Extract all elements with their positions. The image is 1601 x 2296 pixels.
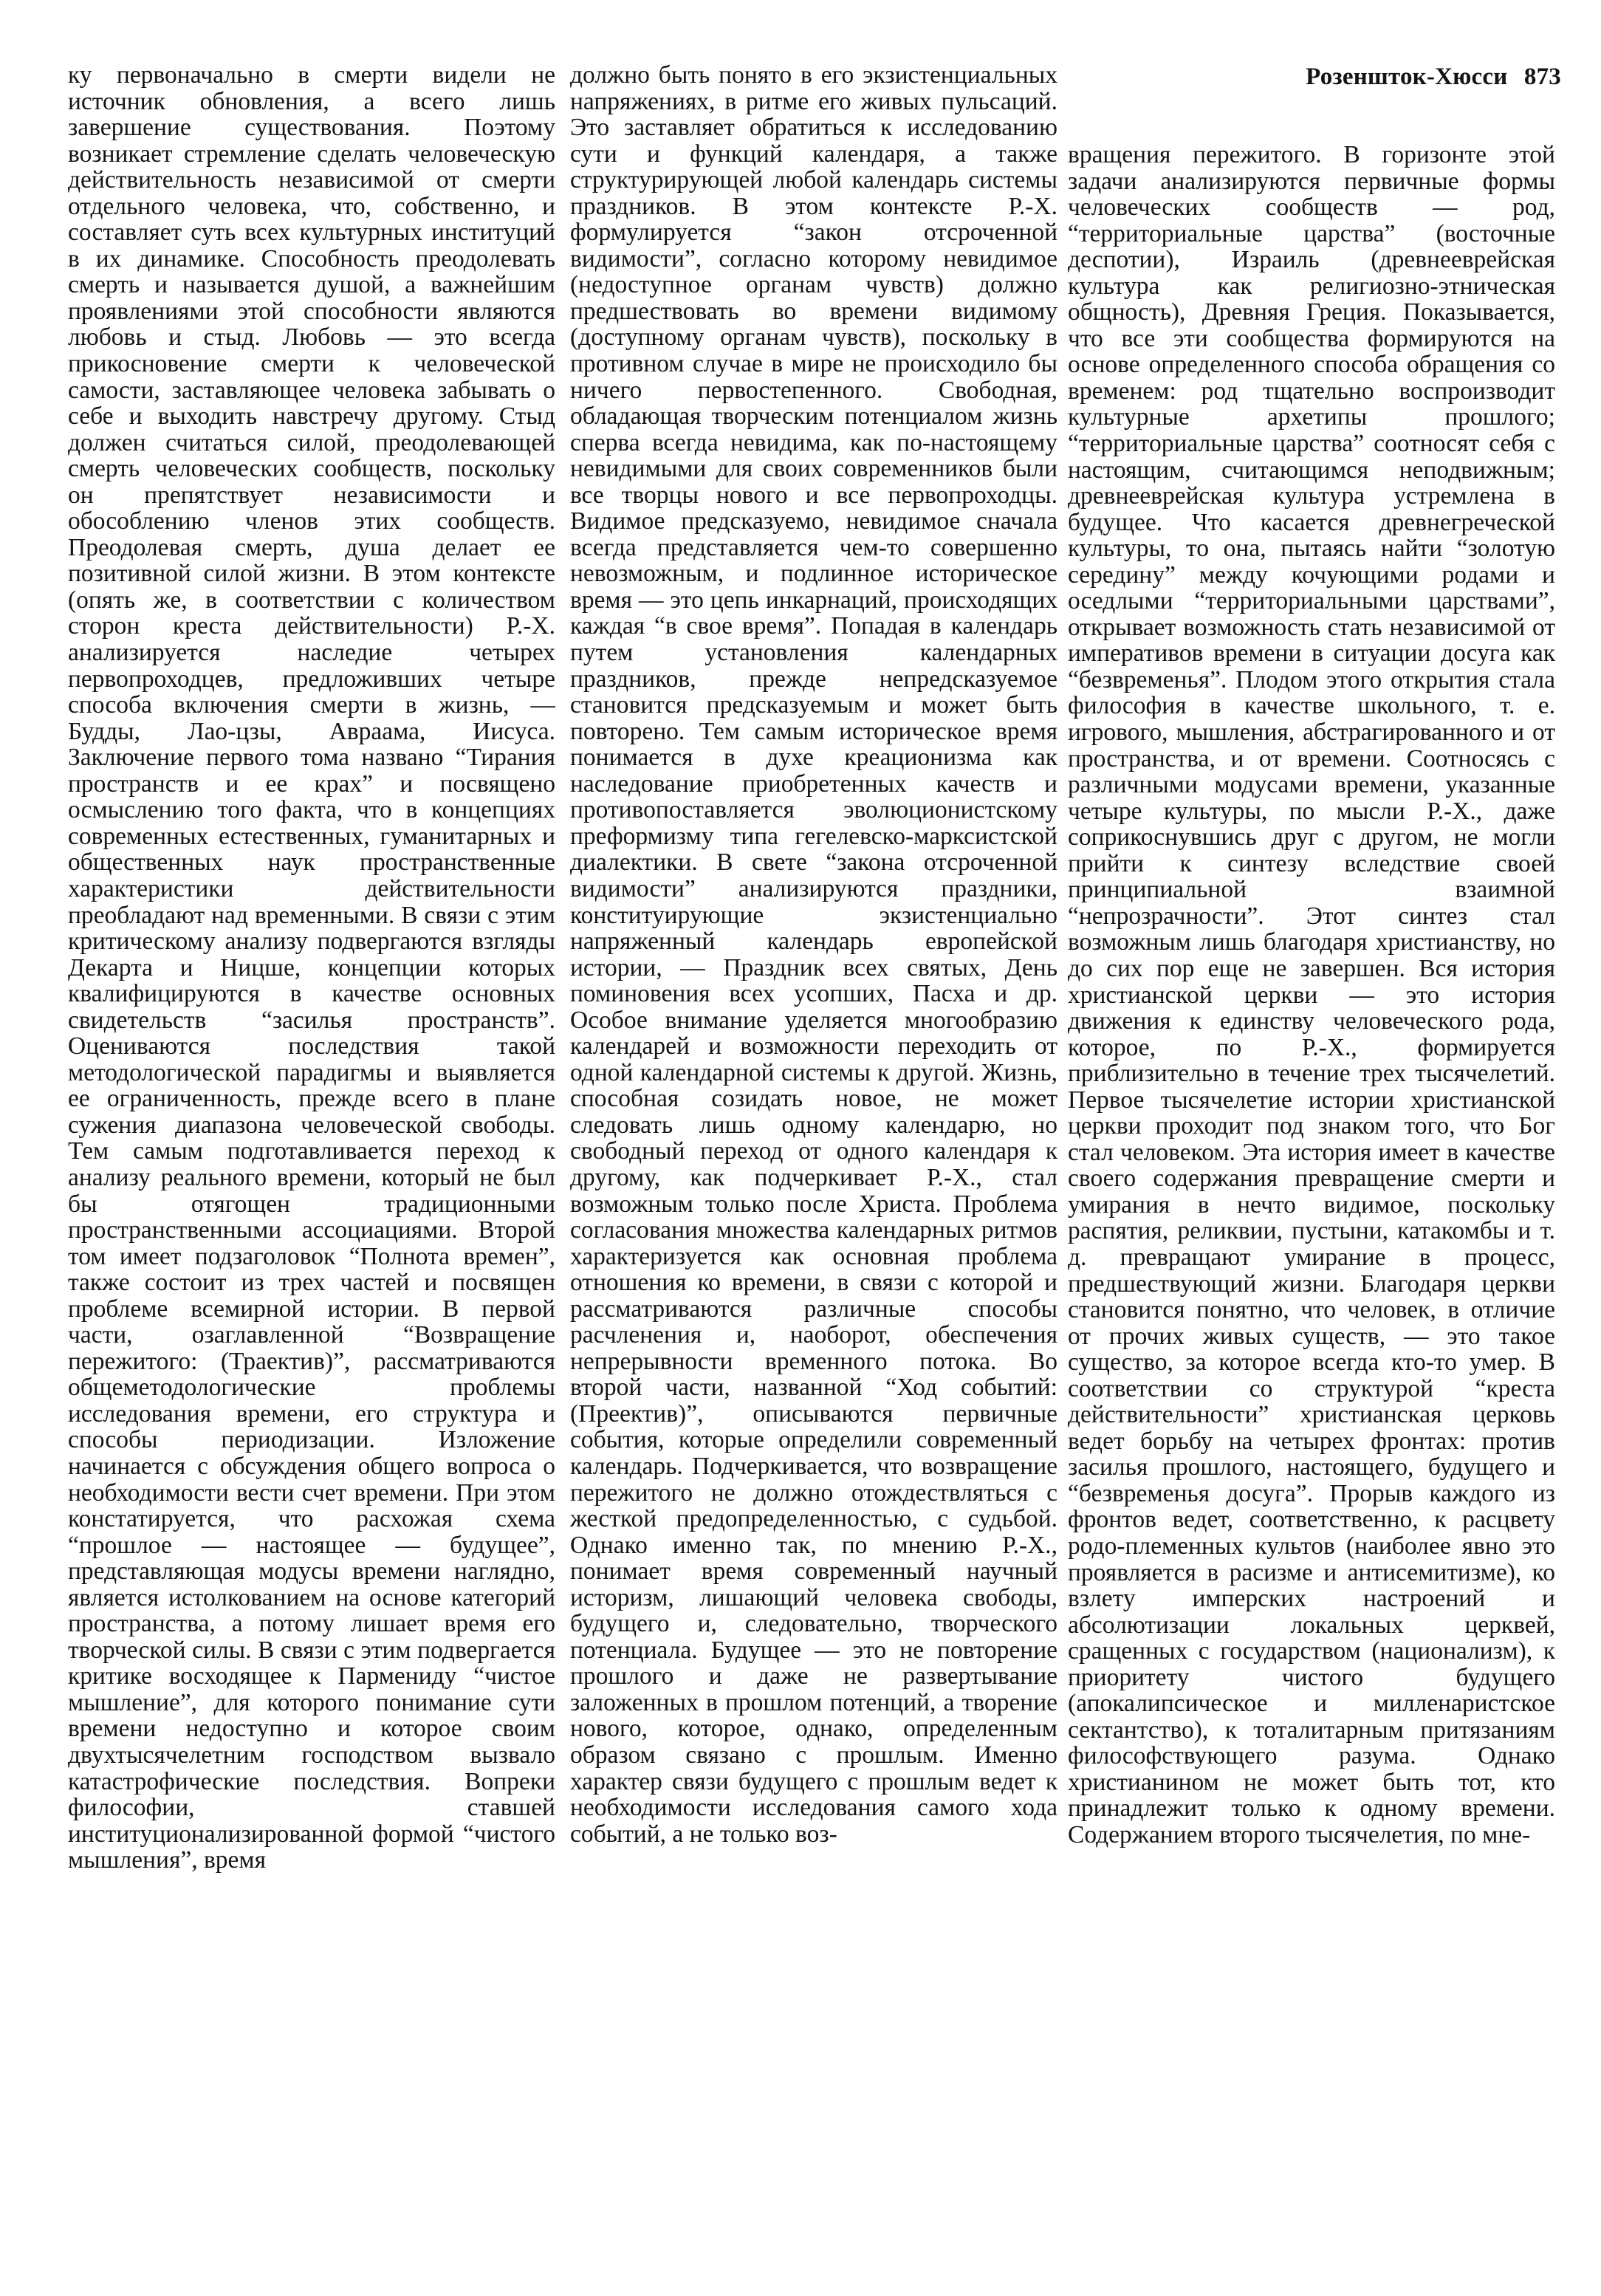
page-number: 873	[1523, 64, 1561, 90]
column-text: вращения пережитого. В горизонте этой задачи анализируются первичные формы человеческих сообществ — род, “территориальные царства” (восточные деспотии), Израиль (древнееврейская культура как религиозно-этническая общность), Древняя Греция. Показывается, что все эти сообщества формируются на основе определенного способа обращения со временем: род тщательно воспроизводит культурные архетипы прошлого; “территориальные царства” соотносят себя с настоящим, считающимся неподвижным; древнееврейская культура устремлена в будущее. Что касается древнегреческой культуры, то она, пытаясь найти “золотую середину” между кочующими родами и оседлыми “территориальными царствами”, открывает возможность стать независимой от императивов времени в ситуации досуга как “безвременья”. Плодом этого открытия стала философия в качестве школьного, т. е. игрового, мышления, абстрагированного и от пространства, и от времени. Соотносясь с различными модусами времени, указанные четыре культуры, по мысли Р.-Х., даже соприкоснувшись друг с другом, не могли прийти к синтезу вследствие своей принципиальной взаимной “непрозрачности”. Этот синтез стал возможным лишь благодаря христианству, но до сих пор еще не завершен. Вся история христианской церкви — это история движения к единству человеческого рода, которое, по Р.-Х., формируется приблизительно в течение трех тысячелетий. Первое тысячелетие истории христианской церкви проходит под знаком того, что Бог стал человеком. Эта история имеет в качестве своего содержания превращение смерти и умирания в нечто видимое, поскольку распятия, реликвии, пустыни, катакомбы и т. д. превращают умирание в процесс, предшествующий жизни. Благодаря церкви становится понятно, что человек, в отличие от прочих живых существ, — это такое существо, за которое всегда кто-то умер. В соответствии со структурой “креста действительности” христианская церковь ведет борьбу на четырех фронтах: против засилья прошлого, настоящего, будущего и “безвременья досуга”. Прорыв каждого из фронтов ведет, соответственно, к расцвету родо-племенных культов (наиболее явно это проявляется в расизме и антисемитизме), ко взлету имперских настроений и абсолютизации локальных церквей, сращенных с государством (национализм), к приоритету чистого будущего (апокалипсическое и милленаристское сектантство), к тоталитарным притязаниям философствующего разума. Однако христианином не может быть тот, кто принадлежит только к одному времени. Содержанием второго тысячелетия, по мне-	[1068, 142, 1555, 1848]
text-column-left	[68, 62, 555, 2263]
running-head: Розеншток-Хюсси	[1306, 64, 1508, 90]
column-text: должно быть понято в его экзистенциальных напряжениях, в ритме его живых пульсаций. Это заставляет обратиться к исследованию сути и функций календаря, а также структурирующей любой календарь системы праздников. В этом контексте Р.-Х. формулируется “закон отсроченной видимости”, согласно которому невидимое (недоступное органам чувств) должно предшествовать во времени видимому (доступному органам чувств), поскольку в противном случае в мире не происходило бы ничего первостепенного. Свободная, обладающая творческим потенциалом жизнь сперва всегда невидима, как по-настоящему невидимыми для своих современников были все творцы нового и все первопроходцы. Видимое предсказуемо, невидимое сначала всегда представляется чем-то совершенно невозможным, и подлинное историческое время — это цепь инкарнаций, происходящих каждая “в свое время”. Попадая в календарь путем установления календарных праздников, прежде непредсказуемое становится предсказуемым и может быть повторено. Тем самым историческое время понимается в духе креационизма как наследование приобретенных качеств и противопоставляется эволюционистскому преформизму типа гегелевско-марксистской диалектики. В свете “закона отсроченной видимости” анализируются праздники, конституирующие экзистенциально напряженный календарь европейской истории, — Праздник всех святых, День поминовения всех усопших, Пасха и др. Особое внимание уделяется многообразию календарей и возможности переходить от одной календарной системы к другой. Жизнь, способная созидать новое, не может следовать лишь одному календарю, но свободный переход от одного календаря к другому, как подчеркивает Р.-Х., стал возможным только после Христа. Проблема согласования множества календарных ритмов характеризуется как основная проблема отношения ко времени, в связи с которой и рассматриваются различные способы расчленения и, наоборот, обеспечения непрерывности временного потока. Во второй части, названной “Ход событий: (Преектив)”, описываются первичные события, которые определили современный календарь. Подчеркивается, что возвращение пережитого не должно отождествляться с жесткой предопределенностью, с судьбой. Однако именно так, по мнению Р.-Х., понимает время современный научный историзм, лишающий человека свободы, будущего и, следовательно, творческого потенциала. Будущее — это не повторение прошлого и даже не развертывание заложенных в прошлом потенций, а творение нового, которое, однако, определенным образом связано с прошлым. Именно характер связи будущего с прошлым ведет к необходимости исследования самого хода событий, а не только воз-	[570, 62, 1057, 1848]
text-column-right	[1068, 142, 1555, 2263]
text-column-middle	[570, 62, 1057, 2263]
column-text: ку первоначально в смерти видели не источник обновления, а всего лишь завершение существования. Поэтому возникает стремление сделать человеческую действительность независимой от смерти отдельного человека, что, собственно, и составляет суть всех культурных институций в их динамике. Способность преодолевать смерть и называется душой, а важнейшим проявлениями этой способности являются любовь и стыд. Любовь — это всегда прикосновение смерти к человеческой самости, заставляющее человека забывать о себе и выходить навстречу другому. Стыд должен считаться силой, преодолевающей смерть человеческих сообществ, поскольку он препятствует независимости и обособлению членов этих сообществ. Преодолевая смерть, душа делает ее позитивной силой жизни. В этом контексте (опять же, в соответствии с количеством сторон креста действительности) Р.-Х. анализируется наследие четырех первопроходцев, предложивших четыре способа включения смерти в жизнь, — Будды, Лао-цзы, Авраама, Иисуса. Заключение первого тома названо “Тирания пространств и ее крах” и посвящено осмыслению того факта, что в концепциях современных естественных, гуманитарных и общественных наук пространственные характеристики действительности преобладают над временными. В связи с этим критическому анализу подвергаются взгляды Декарта и Ницше, концепции которых квалифицируются в качестве основных свидетельств “засилья пространств”. Оцениваются последствия такой методологической парадигмы и выявляется ее ограниченность, прежде всего в плане сужения диапазона человеческой свободы. Тем самым подготавливается переход к анализу реального времени, который не был бы отягощен традиционными пространственными ассоциациями. Второй том имеет подзаголовок “Полнота времен”, также состоит из трех частей и посвящен проблеме всемирной истории. В первой части, озаглавленной “Возвращение пережитого: (Траектив)”, рассматриваются общеметодологические проблемы исследования времени, его структура и способы периодизации. Изложение начинается с обсуждения общего вопроса о необходимости вести счет времени. При этом констатируется, что расхожая схема “прошлое — настоящее — будущее”, представляющая модусы времени наглядно, является истолкованием на основе категорий пространства, а потому лишает время его творческой силы. В связи с этим подвергается критике восходящее к Пармениду “чистое мышление”, для которого понимание сути времени недоступно и которое своим двухтысячелетним господством вызвало катастрофические последствия. Вопреки философии, ставшей институционализированной формой “чистого мышления”, время	[68, 62, 555, 1874]
page-header	[1306, 64, 1561, 91]
